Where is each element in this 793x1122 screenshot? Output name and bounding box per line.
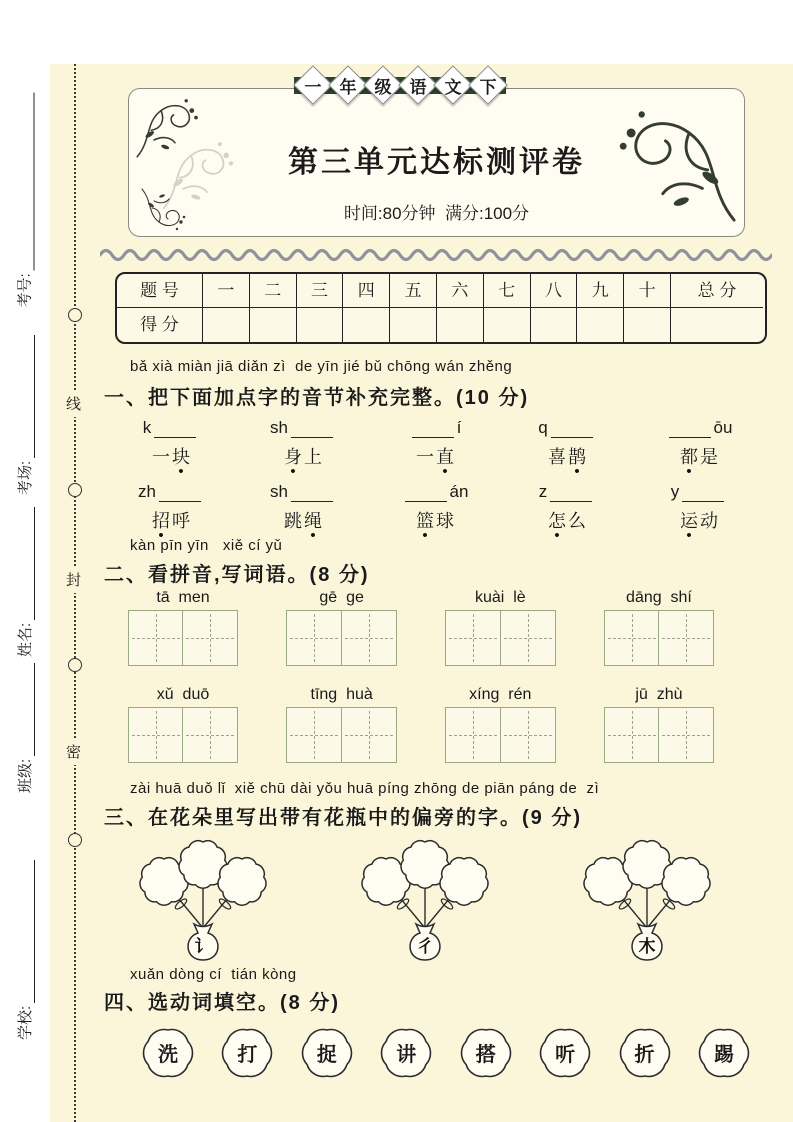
flower-vase-icon <box>562 836 732 970</box>
name-blank <box>21 507 35 620</box>
syllable-suffix: ōu <box>713 418 733 437</box>
syllable-item <box>242 418 364 469</box>
pinyin-word-group <box>442 686 558 763</box>
syllable-blank-line <box>402 482 469 502</box>
score-cell: 九 <box>577 274 624 308</box>
seal-char-line: 线 <box>66 390 81 417</box>
answer-blank <box>412 422 454 438</box>
writing-cell <box>182 610 238 666</box>
score-cell: 三 <box>297 274 344 308</box>
syllable-item <box>506 482 628 533</box>
school-field <box>15 860 35 1040</box>
score-cell: 五 <box>390 274 437 308</box>
score-cell: 一 <box>203 274 250 308</box>
score-cell: 八 <box>531 274 578 308</box>
pinyin-word-group <box>284 589 400 666</box>
syllable-item <box>638 418 760 469</box>
word-char: 动 <box>700 511 718 531</box>
syllable-prefix: k <box>142 418 152 437</box>
verb-char: 搭 <box>475 1043 496 1066</box>
school-label: 学校: <box>17 1005 34 1040</box>
dotted-word <box>151 443 191 469</box>
word-char: 运 <box>680 511 698 531</box>
word-char: 呼 <box>172 511 190 531</box>
word-char: 怎 <box>548 511 566 531</box>
writing-box <box>128 707 239 763</box>
writing-cell <box>500 610 556 666</box>
word-char: 么 <box>568 511 586 531</box>
syllable-prefix: z <box>538 482 548 501</box>
syllable-item <box>506 418 628 469</box>
score-cell: 七 <box>484 274 531 308</box>
answer-blank <box>291 486 333 502</box>
exam-number-blank <box>21 93 35 271</box>
section-four-heading: 四、选动词填空。(8 分) <box>104 992 340 1014</box>
score-cell <box>577 308 624 342</box>
writing-cell <box>500 707 556 763</box>
word-char: 绳 <box>304 511 322 531</box>
banner-diamond-shape <box>398 65 438 105</box>
exam-room-label: 考场: <box>17 460 34 495</box>
syllable-prefix: y <box>670 482 680 501</box>
word-char: 块 <box>172 447 190 467</box>
writing-cell <box>182 707 238 763</box>
writing-cell <box>445 610 501 666</box>
verb-char: 讲 <box>396 1043 417 1066</box>
answer-blank <box>669 422 711 438</box>
pinyin-label: xíng rén <box>469 686 532 703</box>
seal-circle <box>68 833 82 847</box>
exam-room-field <box>15 335 35 495</box>
syllable-blank-line <box>270 482 336 502</box>
dotted-word <box>283 507 323 533</box>
wave-divider <box>100 242 772 264</box>
syllable-item <box>374 418 496 469</box>
school-blank <box>21 860 35 1003</box>
score-cell: 四 <box>343 274 390 308</box>
syllable-row <box>110 418 760 469</box>
verb-option <box>692 1020 756 1084</box>
dotted-word <box>415 443 455 469</box>
verb-option <box>613 1020 677 1084</box>
word-char: 一 <box>416 447 434 467</box>
section-three-vases <box>118 836 732 975</box>
syllable-item <box>374 482 496 533</box>
class-blank <box>21 663 35 756</box>
pinyin-word-row <box>125 589 717 666</box>
name-label: 姓名: <box>17 622 34 657</box>
exam-number-field <box>15 93 35 308</box>
syllable-blank-line <box>671 482 728 502</box>
seal-circle <box>68 658 82 672</box>
writing-cell <box>658 610 714 666</box>
pinyin-hint: zài huā duǒ lǐ xiě chū dài yǒu huā píng zhōng de piān páng de zì <box>130 780 600 797</box>
score-cell: 十 <box>624 274 671 308</box>
score-cell <box>437 308 484 342</box>
word-char: 一 <box>152 447 170 467</box>
dotted-word <box>283 443 323 469</box>
banner-diamond <box>364 66 402 104</box>
flower-vase-icon <box>340 836 510 970</box>
writing-cell <box>604 610 660 666</box>
syllable-blank-line <box>539 482 596 502</box>
banner-diamond-shape <box>468 65 508 105</box>
word-char: 鹊 <box>568 447 586 467</box>
writing-cell <box>286 707 342 763</box>
syllable-blank-line <box>409 418 462 438</box>
score-cell <box>484 308 531 342</box>
banner-char: 语 <box>409 77 427 97</box>
section-two-groups <box>125 589 717 783</box>
flower-vase-icon <box>118 836 288 970</box>
banner-diamond <box>294 66 332 104</box>
vase-radical: 讠 <box>194 937 212 956</box>
pinyin-hint: kàn pīn yīn xiě cí yǔ <box>130 537 283 554</box>
header-box <box>128 88 745 237</box>
pinyin-word-group <box>601 686 717 763</box>
banner-char: 级 <box>374 77 392 97</box>
pinyin-word-group <box>125 686 241 763</box>
section-three-heading: 三、在花朵里写出带有花瓶中的偏旁的字。(9 分) <box>104 807 582 829</box>
vase-radical: 木 <box>638 937 656 956</box>
dotted-word <box>547 507 587 533</box>
score-cell: 总 分 <box>671 274 763 308</box>
word-char: 喜 <box>548 447 566 467</box>
writing-cell <box>286 610 342 666</box>
score-table-row <box>117 308 765 342</box>
flower-vase-group <box>562 836 732 975</box>
banner-diamond <box>399 66 437 104</box>
word-char: 都 <box>680 447 698 467</box>
score-table-row <box>117 274 765 308</box>
writing-cell <box>604 707 660 763</box>
score-cell: 得 分 <box>117 308 203 342</box>
paper-title: 第三单元达标测评卷 <box>288 146 585 179</box>
class-field <box>15 663 35 793</box>
banner-diamond <box>469 66 507 104</box>
writing-box <box>604 610 715 666</box>
banner-char: 年 <box>339 77 357 97</box>
word-char: 上 <box>304 447 322 467</box>
dotted-word <box>547 443 587 469</box>
answer-blank <box>159 486 201 502</box>
score-cell <box>671 308 763 342</box>
syllable-blank-line <box>666 418 733 438</box>
word-char: 是 <box>700 447 718 467</box>
score-cell <box>203 308 250 342</box>
flower-vase-group <box>118 836 288 975</box>
syllable-blank-line <box>270 418 336 438</box>
seal-char-feng: 封 <box>66 566 81 593</box>
section-two-heading: 二、看拼音,写词语。(8 分) <box>104 564 370 586</box>
pinyin-label: xǔ duō <box>156 686 210 703</box>
syllable-blank-line <box>538 418 595 438</box>
answer-blank <box>550 486 592 502</box>
writing-cell <box>658 707 714 763</box>
flower-vase-group <box>340 836 510 975</box>
score-cell: 题 号 <box>117 274 203 308</box>
verb-option <box>295 1020 359 1084</box>
syllable-item <box>638 482 760 533</box>
pinyin-label: kuài lè <box>474 589 526 606</box>
name-field <box>15 507 35 657</box>
score-cell <box>531 308 578 342</box>
writing-cell <box>341 707 397 763</box>
verb-option <box>454 1020 518 1084</box>
word-char: 身 <box>284 447 302 467</box>
syllable-suffix: án <box>449 482 469 501</box>
writing-box <box>286 610 397 666</box>
writing-cell <box>128 707 184 763</box>
banner <box>294 66 504 104</box>
answer-blank <box>405 486 447 502</box>
pinyin-word-group <box>442 589 558 666</box>
syllable-suffix: í <box>456 418 462 437</box>
seal-fold-line <box>74 64 76 1122</box>
syllable-prefix: sh <box>270 418 288 437</box>
dotted-word <box>415 507 455 533</box>
verb-option <box>136 1020 200 1084</box>
banner-diamond <box>434 66 472 104</box>
score-cell: 六 <box>437 274 484 308</box>
word-char: 篮 <box>416 511 434 531</box>
verb-char: 捉 <box>316 1043 337 1066</box>
exam-room-blank <box>21 335 35 458</box>
section-four-verbs <box>136 1020 756 1084</box>
syllable-blank-line <box>138 482 204 502</box>
pinyin-label: tīng huà <box>310 686 373 703</box>
writing-box <box>445 707 556 763</box>
score-cell <box>297 308 344 342</box>
verb-char: 打 <box>237 1043 258 1066</box>
seal-circle <box>68 483 82 497</box>
verb-char: 听 <box>555 1043 576 1066</box>
word-char: 招 <box>152 511 170 531</box>
pinyin-label: jū zhù <box>635 686 683 703</box>
writing-box <box>128 610 239 666</box>
writing-box <box>604 707 715 763</box>
answer-blank <box>682 486 724 502</box>
banner-char: 下 <box>479 77 497 97</box>
answer-blank <box>291 422 333 438</box>
verb-char: 踢 <box>713 1043 734 1066</box>
exam-number-label: 考号: <box>16 273 34 308</box>
writing-cell <box>128 610 184 666</box>
class-label: 班级: <box>17 758 34 793</box>
dotted-word <box>151 507 191 533</box>
pinyin-hint: bǎ xià miàn jiā diǎn zì de yīn jié bǔ chōng wán zhěng <box>130 358 513 375</box>
dotted-word <box>679 507 719 533</box>
syllable-blank-line <box>143 418 200 438</box>
time-score-info: 时间:80分钟 满分:100分 <box>343 204 530 223</box>
score-table <box>115 272 767 344</box>
score-cell <box>343 308 390 342</box>
pinyin-label: dāng shí <box>626 589 692 606</box>
banner-diamond-shape <box>293 65 333 105</box>
pinyin-word-group <box>601 589 717 666</box>
pinyin-label: tā men <box>156 589 210 606</box>
banner-diamond-shape <box>363 65 403 105</box>
banner-diamond-shape <box>328 65 368 105</box>
writing-cell <box>341 610 397 666</box>
pinyin-word-group <box>125 589 241 666</box>
syllable-item <box>110 482 232 533</box>
syllable-item <box>110 418 232 469</box>
banner-diamond-shape <box>433 65 473 105</box>
pinyin-label: gē ge <box>319 589 364 606</box>
banner-char: 文 <box>444 77 462 97</box>
vase-radical: 彳 <box>416 937 434 956</box>
syllable-prefix: zh <box>138 482 156 501</box>
word-char: 跳 <box>284 511 302 531</box>
syllable-prefix: sh <box>270 482 288 501</box>
syllable-item <box>242 482 364 533</box>
dotted-word <box>679 443 719 469</box>
section-one-heading: 一、把下面加点字的音节补充完整。(10 分) <box>104 387 530 409</box>
word-char: 球 <box>436 511 454 531</box>
score-cell <box>250 308 297 342</box>
verb-char: 洗 <box>158 1043 178 1066</box>
writing-cell <box>445 707 501 763</box>
syllable-prefix: q <box>538 418 548 437</box>
verb-option <box>533 1020 597 1084</box>
answer-blank <box>551 422 593 438</box>
seal-char-mi: 密 <box>66 738 81 765</box>
banner-diamond <box>329 66 367 104</box>
score-cell <box>624 308 671 342</box>
word-char: 直 <box>436 447 454 467</box>
pinyin-word-row <box>125 686 717 763</box>
syllable-row <box>110 482 760 533</box>
writing-box <box>445 610 556 666</box>
wave-divider-path <box>100 251 772 260</box>
section-one-items <box>110 418 760 546</box>
score-cell <box>390 308 437 342</box>
seal-circle <box>68 308 82 322</box>
writing-box <box>286 707 397 763</box>
pinyin-hint: xuǎn dòng cí tián kòng <box>130 966 297 983</box>
banner-char: 一 <box>304 77 322 97</box>
answer-blank <box>154 422 196 438</box>
verb-option <box>374 1020 438 1084</box>
score-cell: 二 <box>250 274 297 308</box>
verb-char: 折 <box>634 1043 655 1066</box>
verb-option <box>215 1020 279 1084</box>
pinyin-word-group <box>284 686 400 763</box>
